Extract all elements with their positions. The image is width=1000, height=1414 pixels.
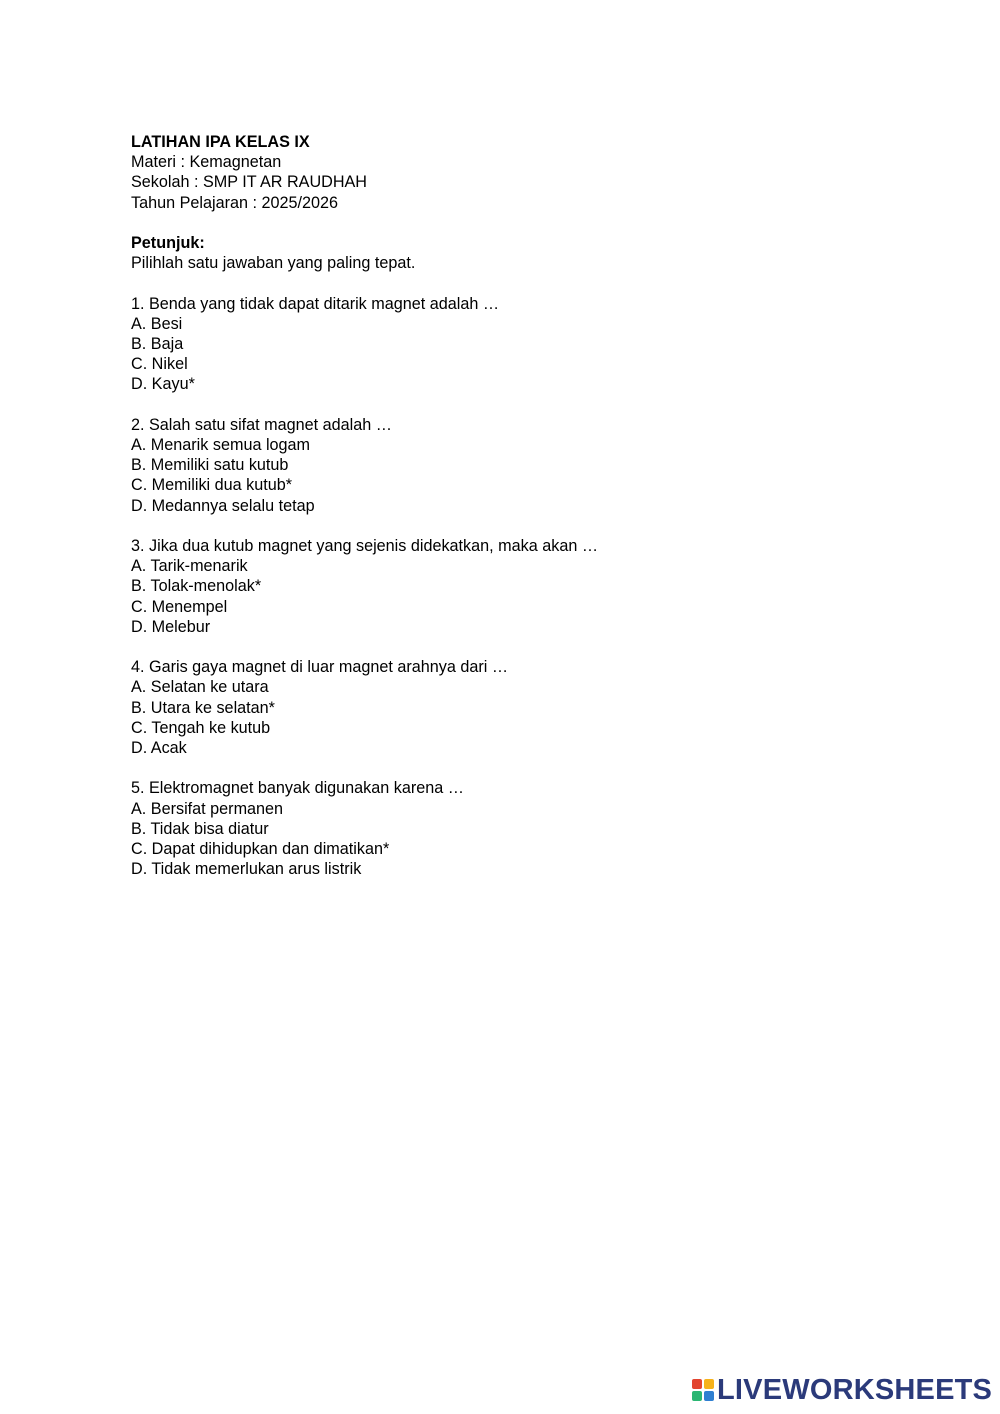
liveworksheets-logo: [692, 1373, 992, 1407]
answer-option: D. Melebur: [131, 617, 211, 636]
spacer: [131, 273, 891, 293]
instructions-text: Pilihlah satu jawaban yang paling tepat.: [131, 254, 416, 273]
question-text: 5. Elektromagnet banyak digunakan karena …: [131, 779, 464, 798]
answer-option: A. Menarik semua logam: [131, 436, 311, 454]
school-year-line: Tahun Pelajaran : 2025/2026: [131, 193, 339, 212]
answer-option: D. Medannya selalu tetap: [131, 496, 315, 515]
spacer: [131, 213, 891, 233]
worksheet-page: [131, 132, 891, 879]
logo-square-yellow: [704, 1379, 714, 1389]
question-text: 3. Jika dua kutub magnet yang sejenis didekatkan, maka akan …: [131, 537, 599, 555]
answer-option: A. Bersifat permanen: [131, 799, 284, 818]
spacer: [131, 516, 891, 536]
answer-option: A. Selatan ke utara: [131, 678, 269, 697]
subject-line: Materi : Kemagnetan: [131, 153, 282, 172]
logo-square-red: [692, 1379, 702, 1389]
answer-option: C. Tengah ke kutub: [131, 718, 271, 737]
question-3: [131, 536, 891, 637]
spacer: [131, 637, 891, 657]
question-text: 2. Salah satu sifat magnet adalah …: [131, 415, 392, 434]
answer-option: A. Tarik-menarik: [131, 557, 248, 576]
answer-option: A. Besi: [131, 314, 183, 333]
question-2: [131, 415, 891, 516]
instructions-label: Petunjuk:: [131, 234, 205, 252]
logo-wordmark: LIVEWORKSHEETS: [717, 1374, 993, 1406]
worksheet-title: LATIHAN IPA KELAS IX: [131, 133, 310, 151]
question-5: [131, 778, 891, 879]
question-text: 1. Benda yang tidak dapat ditarik magnet adalah …: [131, 294, 500, 313]
answer-option: B. Tidak bisa diatur: [131, 819, 269, 838]
question-text: 4. Garis gaya magnet di luar magnet arahnya dari …: [131, 658, 509, 677]
answer-option: C. Memiliki dua kutub*: [131, 476, 293, 495]
logo-square-blue: [704, 1391, 714, 1401]
answer-option: D. Tidak memerlukan arus listrik: [131, 860, 362, 879]
spacer: [131, 395, 891, 415]
logo-square-green: [692, 1391, 702, 1401]
answer-option: D. Acak: [131, 739, 187, 758]
school-line: Sekolah : SMP IT AR RAUDHAH: [131, 173, 367, 192]
answer-option: B. Utara ke selatan*: [131, 698, 275, 717]
answer-option: C. Menempel: [131, 597, 228, 616]
spacer: [131, 758, 891, 778]
question-1: [131, 294, 891, 395]
answer-option: C. Dapat dihidupkan dan dimatikan*: [131, 840, 390, 859]
answer-option: B. Memiliki satu kutub: [131, 456, 289, 475]
answer-option: C. Nikel: [131, 355, 188, 374]
answer-option: D. Kayu*: [131, 375, 195, 394]
answer-option: B. Baja: [131, 335, 184, 353]
answer-option: B. Tolak-menolak*: [131, 577, 262, 596]
question-4: [131, 657, 891, 758]
liveworksheets-logo-icon: [692, 1379, 714, 1401]
